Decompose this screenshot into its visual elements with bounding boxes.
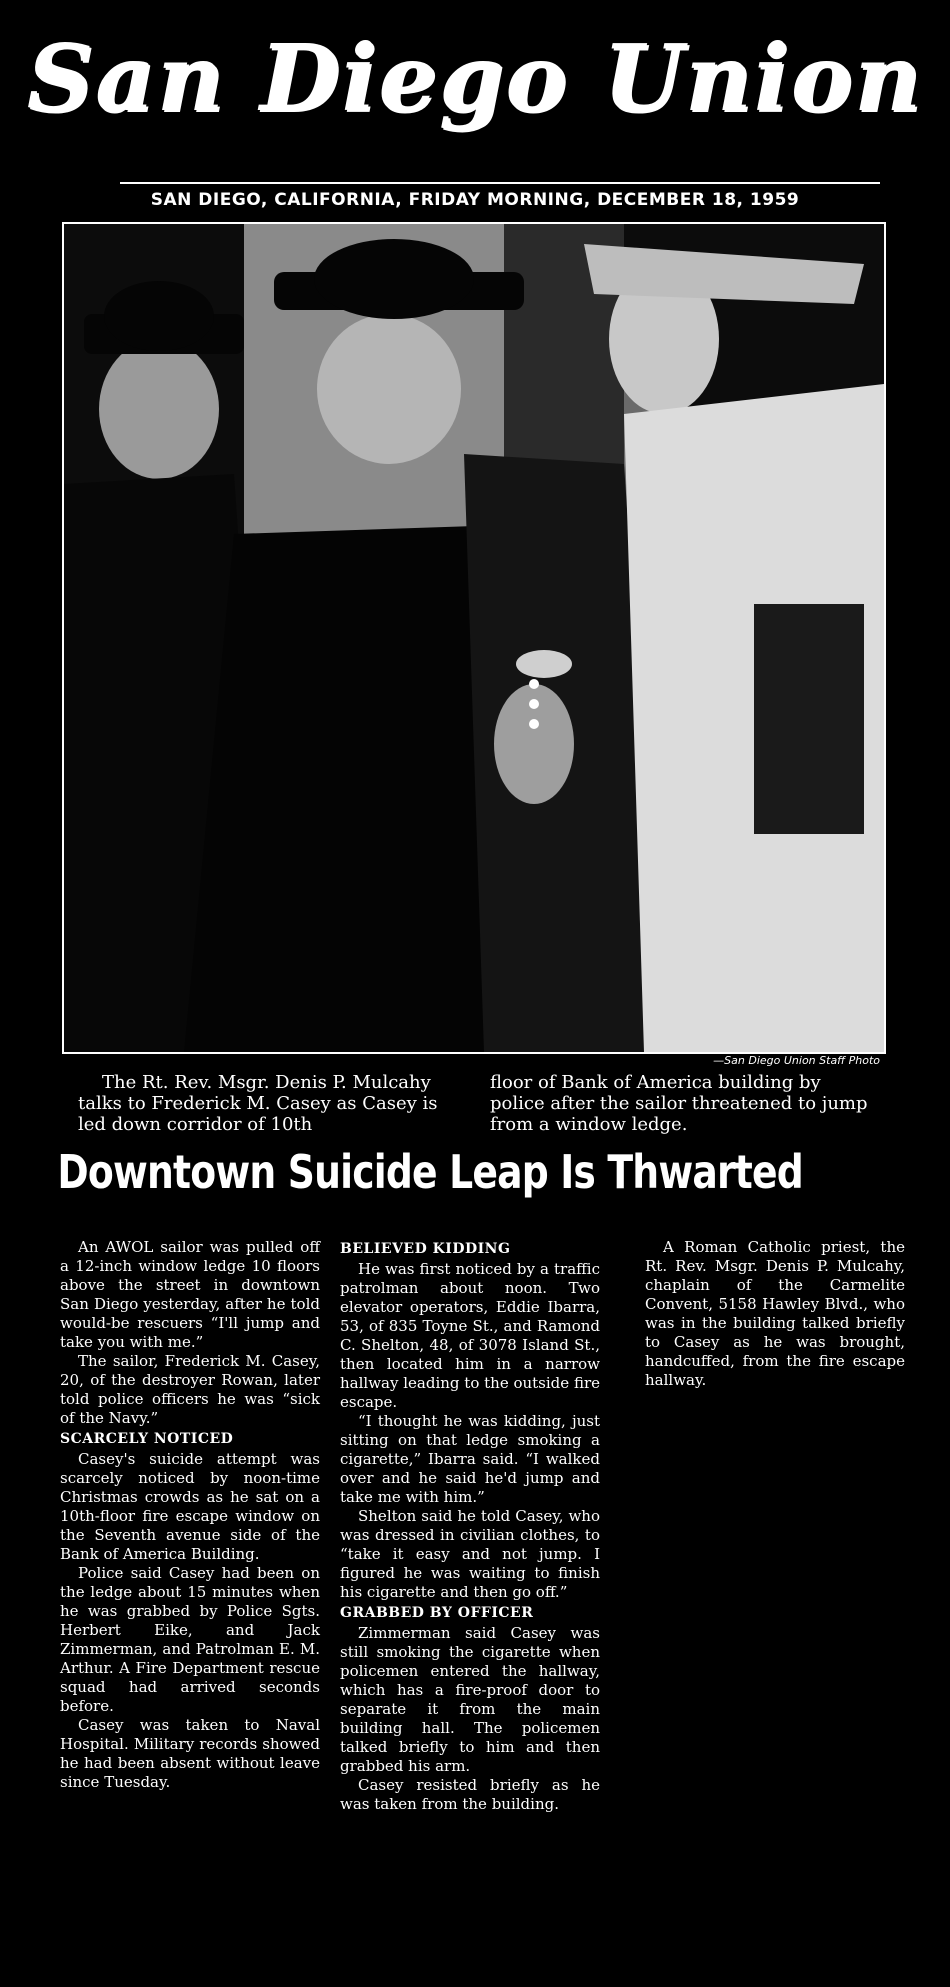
article-column-2 [340, 1238, 600, 1814]
paragraph: An AWOL sailor was pulled off a 12-inch window ledge 10 floors above the street in downtown San Diego yesterday, after he told would-be rescuers “I'll jump and take you with me.” [60, 1238, 320, 1351]
article-column-1 [60, 1238, 320, 1792]
paragraph: “I thought he was kidding, just sitting on that ledge smoking a cigarette,” Ibarra said. “I walked over and he said he'd jump and take me with him.” [340, 1412, 600, 1506]
paragraph: The sailor, Frederick M. Casey, 20, of the destroyer Rowan, later told police officers he was “sick of the Navy.” [60, 1352, 320, 1427]
news-photo [62, 222, 886, 1054]
paragraph: Casey was taken to Naval Hospital. Military records showed he had been absent without leave since Tuesday. [60, 1716, 320, 1791]
subheading: SCARCELY NOTICED [60, 1431, 234, 1447]
photo-caption-left: The Rt. Rev. Msgr. Denis P. Mulcahy talks to Frederick M. Casey as Casey is led down corridor of 10th [78, 1072, 438, 1135]
article-headline: Downtown Suicide Leap Is Thwarted [57, 1145, 803, 1199]
paragraph: Casey's suicide attempt was scarcely noticed by noon-time Christmas crowds as he sat on a 10th-floor fire escape window on the Seventh avenue side of the Bank of America Building. [60, 1450, 320, 1563]
news-photo-illustration [64, 224, 884, 1052]
subheading: BELIEVED KIDDING [340, 1241, 511, 1257]
dateline: SAN DIEGO, CALIFORNIA, FRIDAY MORNING, DECEMBER 18, 1959 [150, 190, 800, 210]
masthead-title: San Diego Union [26, 24, 924, 132]
paragraph: He was first noticed by a traffic patrolman about noon. Two elevator operators, Eddie Ibarra, 53, of 835 Toyne St., and Ramond C. Shelton, 48, of 3078 Island St., then located him in a narrow hallway leading to the outside fire escape. [340, 1260, 600, 1411]
masthead-rule [120, 182, 880, 184]
photo-credit: —San Diego Union Staff Photo [713, 1054, 880, 1067]
article-column-3 [645, 1238, 905, 1390]
paragraph: Police said Casey had been on the ledge about 15 minutes when he was grabbed by Police Sgts. Herbert Eike, and Jack Zimmerman, and Patrolman E. M. Arthur. A Fire Department rescue squad had arrived seconds before. [60, 1564, 320, 1715]
photo-caption-right: floor of Bank of America building by police after the sailor threatened to jump from a window ledge. [490, 1072, 868, 1135]
subheading: GRABBED BY OFFICER [340, 1605, 534, 1621]
paragraph: Zimmerman said Casey was still smoking the cigarette when policemen entered the hallway, which has a fire-proof door to separate it from the main building hall. The policemen talked briefly to him and then grabbed his arm. [340, 1624, 600, 1775]
paragraph: A Roman Catholic priest, the Rt. Rev. Msgr. Denis P. Mulcahy, chaplain of the Carmelite Convent, 5158 Hawley Blvd., who was in the building talked briefly to Casey as he was brought, handcuffed, from the fire escape hallway. [645, 1238, 905, 1389]
paragraph: Shelton said he told Casey, who was dressed in civilian clothes, to “take it easy and not jump. I figured he was waiting to finish his cigarette and then go off.” [340, 1507, 600, 1601]
paragraph: Casey resisted briefly as he was taken from the building. [340, 1776, 600, 1813]
